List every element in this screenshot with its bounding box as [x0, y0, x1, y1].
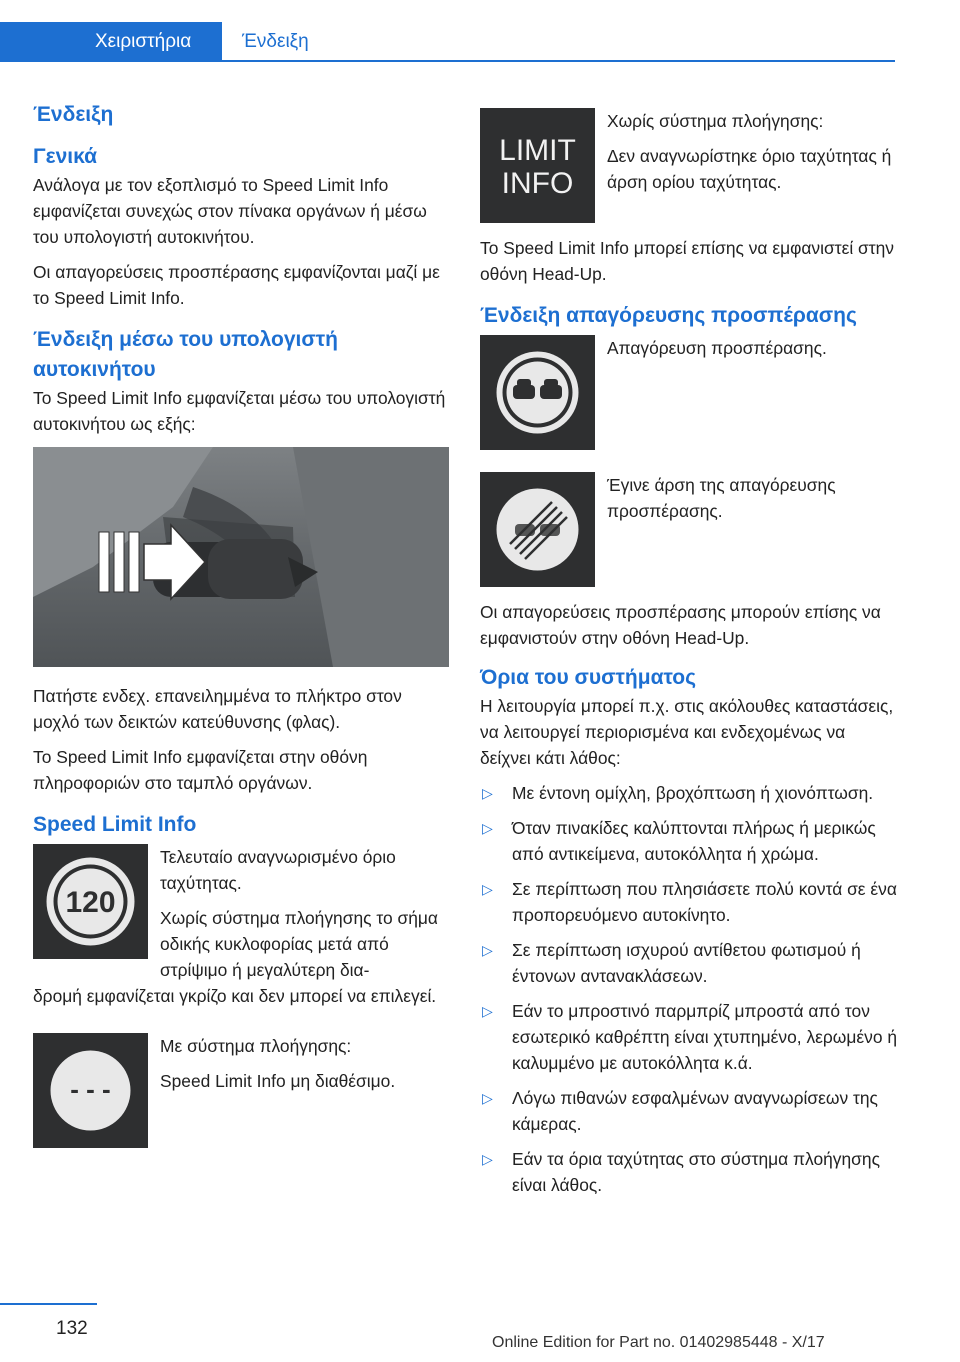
nonav-paragraph-1: Χωρίς σύστημα πλοήγησης: [607, 111, 824, 131]
overtake-paragraph-2: Έγινε άρση της απαγόρευσης προσπέρασης. [607, 475, 836, 521]
list-item: ▷ Σε περίπτωση ισχυρού αντίθετου φωτισμού ή έντονων αντανακλάσεων. [480, 937, 898, 989]
no-overtake-row [480, 335, 898, 450]
nonav-paragraph-2: Δεν αναγνωρίστηκε όριο ταχύτητας ή άρση ορίου ταχύτητας. [607, 146, 892, 192]
unavailable-sign-icon [33, 1033, 148, 1148]
tab-controls[interactable]: Χειριστήρια [0, 22, 222, 62]
header-divider [0, 60, 895, 62]
computer-paragraph-2: Πατήστε ενδεχ. επανειλημμένα το πλήκτρο στον μοχλό των δεικτών κατεύθυνσης (φλας). [33, 686, 402, 732]
no-overtaking-sign-icon [480, 335, 595, 450]
limit-info-row [480, 108, 898, 223]
limit-info-icon [480, 108, 595, 223]
triangle-bullet-icon: ▷ [482, 942, 493, 958]
lever-illustration [33, 447, 449, 667]
limits-list [480, 780, 898, 1198]
sli-paragraph-1: Τελευταίο αναγνωρισμένο όριο ταχύτητας. [160, 847, 396, 893]
triangle-bullet-icon: ▷ [482, 820, 493, 836]
triangle-bullet-icon: ▷ [482, 1151, 493, 1167]
general-paragraph-2: Οι απαγορεύσεις προσπέρασης εμφανίζονται μαζί με το Speed Limit Info. [33, 262, 440, 308]
list-item: ▷ Σε περίπτωση που πλησιάσετε πολύ κοντά σε ένα προπορευόμενο αυτοκίνητο. [480, 876, 898, 928]
sign-value: 120 [65, 886, 116, 919]
left-column [33, 100, 449, 1148]
speed-limit-sign-icon [33, 844, 148, 959]
speed-sign-row [33, 844, 449, 1009]
footer-divider [0, 1303, 97, 1305]
nav-paragraph-1: Με σύστημα πλοήγησης: [160, 1036, 352, 1056]
header-bar [0, 0, 960, 62]
turn-signal-lever-photo [33, 447, 449, 667]
nav-paragraph-2: Speed Limit Info μη διαθέσιμο. [160, 1071, 396, 1091]
sign-dashes: - - - [70, 1074, 111, 1104]
triangle-bullet-icon: ▷ [482, 1003, 493, 1019]
end-no-overtaking-sign-icon [480, 472, 595, 587]
list-item: ▷ Με έντονη ομίχλη, βροχόπτωση ή χιονόπτωση. [480, 780, 898, 806]
info-word: INFO [501, 167, 574, 200]
headup-paragraph: Το Speed Limit Info μπορεί επίσης να εμφανιστεί στην οθόνη Head-Up. [480, 238, 895, 284]
triangle-bullet-icon: ▷ [482, 785, 493, 801]
overtake-paragraph-1: Απαγόρευση προσπέρασης. [607, 338, 827, 358]
list-item: ▷ Εάν το μπροστινό παρμπρίζ μπροστά από τον εσωτερικό καθρέπτη είναι χτυπημένο, λερωμένο ή καλυμμένο με αυτοκόλλητα κ.ά. [480, 998, 898, 1076]
computer-heading: Ένδειξη μέσω του υπολογιστή αυτοκινήτου [33, 328, 338, 381]
general-heading: Γενικά [33, 145, 98, 168]
computer-paragraph-1: Το Speed Limit Info εμφανίζεται μέσω του υπολογιστή αυτοκινήτου ως εξής: [33, 388, 446, 434]
system-limits-heading: Όρια του συστήματος [480, 666, 697, 689]
tab-display[interactable]: Ένδειξη [242, 31, 309, 52]
list-item: ▷ Λόγω πιθανών εσφαλμένων αναγνωρίσεων της κάμερας. [480, 1085, 898, 1137]
sli-paragraph-2: Χωρίς σύστημα πλοήγησης το σήμα οδικής κυκλοφορίας μετά από στρίψιμο ή μεγαλύτερη δια- δρομή εμφανίζεται γκρίζο και δεν μπορεί να επιλεγεί. [33, 908, 438, 1006]
general-paragraph-1: Ανάλογα με τον εξοπλισμό το Speed Limit Info εμφανίζεται συνεχώς στον πίνακα οργάνων ή μέσω του υπολογιστή αυτοκινήτου. [33, 175, 427, 247]
limit-word: LIMIT [499, 134, 576, 167]
section-title: Ένδειξη [33, 103, 114, 126]
overtake-paragraph-3: Οι απαγορεύσεις προσπέρασης μπορούν επίσης να εμφανιστούν στην οθόνη Head-Up. [480, 602, 881, 648]
dash-sign-row [33, 1033, 449, 1148]
page-number: 132 [56, 1318, 88, 1339]
speed-limit-info-heading: Speed Limit Info [33, 813, 197, 836]
list-item: ▷ Όταν πινακίδες καλύπτονται πλήρως ή μερικώς από αντικείμενα, αυτοκόλλητα ή χρώμα. [480, 815, 898, 867]
triangle-bullet-icon: ▷ [482, 881, 493, 897]
edition-footer: Online Edition for Part no. 01402985448 - X/17 [492, 1334, 825, 1351]
limits-intro: Η λειτουργία μπορεί π.χ. στις ακόλουθες καταστάσεις, να λειτουργεί περιορισμένα και ενδεχομένως να δείχνει κάτι λάθος: [480, 696, 894, 768]
end-overtake-row [480, 472, 898, 587]
overtake-heading: Ένδειξη απαγόρευσης προσπέρασης [480, 304, 857, 327]
triangle-bullet-icon: ▷ [482, 1090, 493, 1106]
list-item: ▷ Εάν τα όρια ταχύτητας στο σύστημα πλοήγησης είναι λάθος. [480, 1146, 898, 1198]
right-column [480, 108, 898, 1207]
computer-paragraph-3: Το Speed Limit Info εμφανίζεται στην οθόνη πληροφοριών στο ταμπλό οργάνων. [33, 747, 368, 793]
